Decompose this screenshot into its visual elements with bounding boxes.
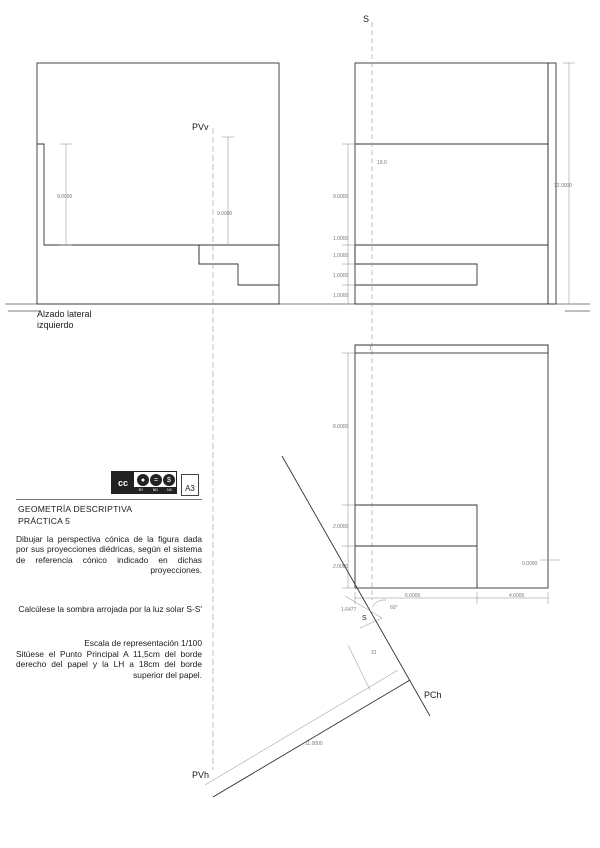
non-commercial-icon: $: [163, 474, 175, 486]
label-s-mark: S: [362, 615, 367, 622]
dim-long: 11.0000: [305, 741, 323, 747]
dim-step-b: 1.0000: [333, 273, 349, 279]
subject-title: GEOMETRÍA DESCRIPTIVA: [18, 504, 133, 514]
dim-pv-height: 9.0000: [217, 211, 233, 217]
dim-left-height: 9.0000: [57, 194, 73, 200]
dim-plan-side: 0.0000: [522, 561, 538, 567]
shadow-text: Calcúlese la sombra arrojada por la luz solar S-S': [18, 604, 202, 614]
elevation-label-line1: Alzado lateral: [37, 309, 92, 319]
practice-number: PRÁCTICA 5: [18, 516, 71, 526]
cc-nd-text: ND: [152, 488, 158, 492]
dim-base-b: 4.0000: [509, 593, 525, 599]
cc-license-badge: [111, 471, 177, 494]
label-pvh: PVh: [192, 770, 210, 780]
dim-plan-height: 8.0000: [333, 424, 349, 430]
dim-step-a: 1.0000: [333, 253, 349, 259]
dim-s-height: 19.0: [377, 160, 387, 166]
paper-format-badge: A3: [181, 474, 199, 496]
dim-center-height: 9.0000: [333, 194, 349, 200]
dim-step-c: 1.0000: [333, 293, 349, 299]
location-text: Sitúese el Punto Principal A 11,5cm del borde derecho del papel y la LH a 18cm del borde superior del papel.: [16, 649, 202, 680]
dim-plan-lower-b: 2.0000: [333, 564, 349, 570]
label-pch: PCh: [424, 690, 442, 700]
title-rule: [16, 499, 202, 500]
dim-plan-top: 1: [369, 346, 372, 352]
cc-terms-strip: [134, 487, 177, 493]
dim-offset: 1.6477: [341, 607, 357, 613]
dim-right-height: 12.0000: [554, 183, 573, 189]
label-s: S: [363, 14, 370, 24]
dim-diag: 31: [371, 650, 377, 656]
statement-text: Dibujar la perspectiva cónica de la figura dada por sus proyecciones diédricas, según el sistema de referencia cónico indicado en dichas proyecciones.: [16, 534, 202, 576]
by-person-icon: ●: [137, 474, 149, 486]
cc-logo-icon: cc: [112, 472, 134, 493]
no-derivatives-icon: =: [150, 474, 162, 486]
dim-plan-lower-a: 2.0000: [333, 524, 349, 530]
cc-nc-text: NC: [167, 488, 173, 492]
dim-angle: 60°: [390, 605, 398, 611]
cc-by-text: BY: [138, 488, 144, 492]
elevation-label-line2: izquierdo: [37, 320, 74, 330]
dim-step-d: 1.0000: [333, 236, 349, 242]
label-pvv: PVv: [192, 122, 209, 132]
scale-text: Escala de representación 1/100: [84, 638, 202, 648]
dim-base-a: 6.0000: [405, 593, 421, 599]
